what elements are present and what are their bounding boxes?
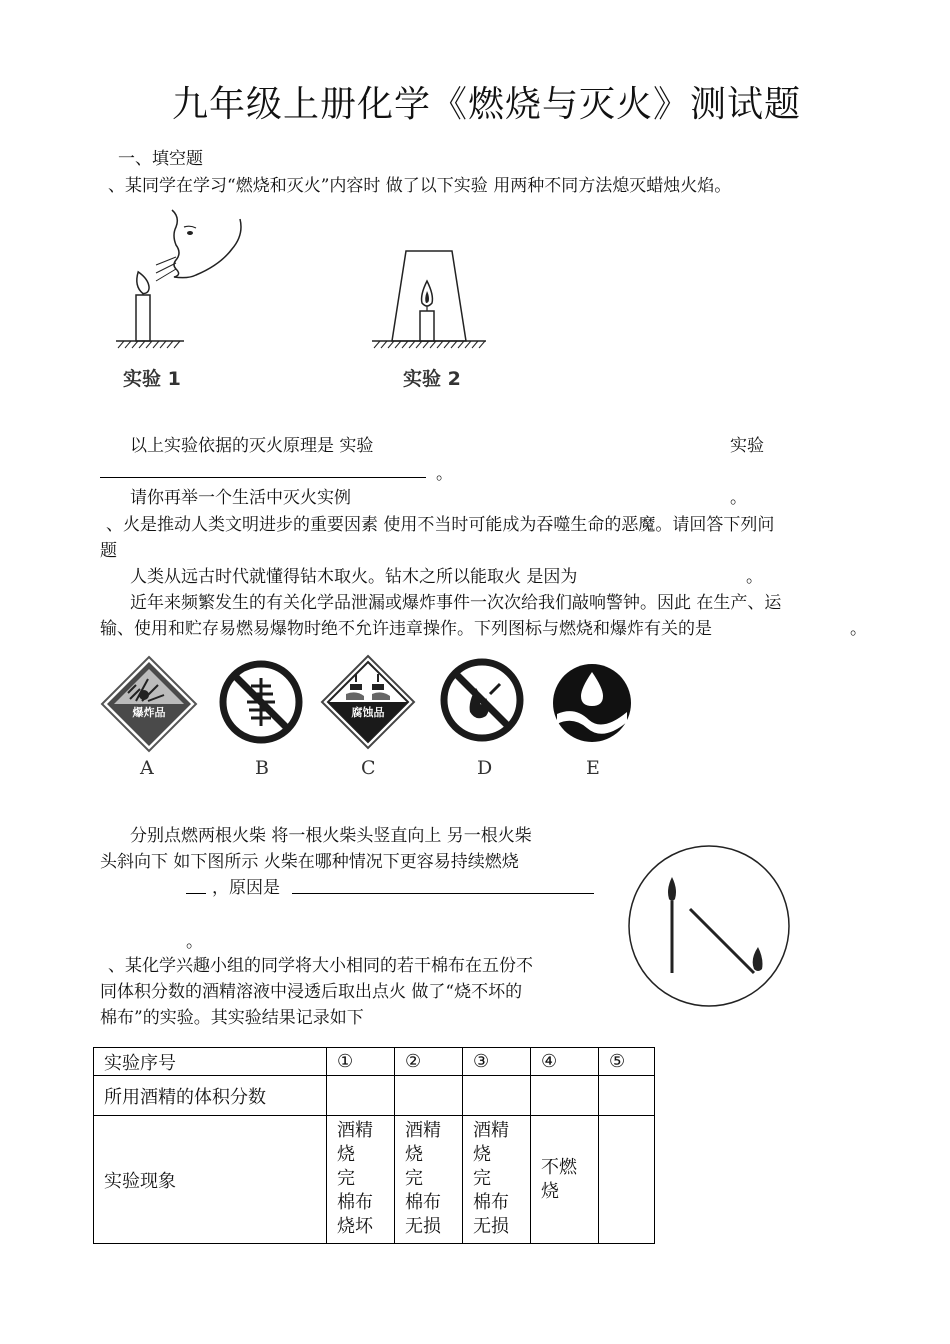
table-header-cell: 实验序号 [94,1048,327,1076]
q1-intro: 、某同学在学习“燃烧和灭火”内容时 做了以下实验 用两种不同方法熄灭蜡烛火焰。 [108,176,732,196]
q3-reason-prompt: ，原因是 [212,878,280,898]
experiment-2-figure [370,245,490,357]
q3-reason-blank[interactable] [292,893,594,894]
sign-letter-a: A [140,757,154,779]
q1-period: 。 [436,464,453,484]
q4-line1: 、某化学兴趣小组的同学将大小相同的若干棉布在五份不 [108,956,533,976]
explosive-sign-icon [100,655,198,753]
table-header-cell: ③ [463,1048,531,1076]
q2-p2-line1: 近年来频繁发生的有关化学品泄漏或爆炸事件一次次给我们敲响警钟。因此 在生产、运 [130,593,782,613]
experiment-1-figure [110,205,260,365]
q2-intro: 、火是推动人类文明进步的重要因素 使用不当时可能成为吞噬生命的恶魔。请回答下列问 [106,515,775,535]
q1-example-prompt: 请你再举一个生活中灭火实例 [130,488,351,508]
q2-p2-period: 。 [850,619,867,639]
q4-line2: 同体积分数的酒精溶液中浸透后取出点火 做了“烧不坏的 [100,982,523,1002]
experiment-2-label: 实验 2 [403,368,461,390]
q1-answer-blank[interactable] [100,477,426,478]
table-row [94,1076,655,1116]
sign-letter-e: E [586,757,600,779]
q3-answer-blank[interactable] [186,893,206,894]
corrosive-sign-icon [320,654,416,750]
q2-p1: 人类从远古时代就懂得钻木取火。钻木之所以能取火 是因为 [130,567,578,587]
table-row [94,1116,655,1244]
table-header-cell: ④ [531,1048,599,1076]
water-saving-sign-icon [551,662,633,744]
section-heading: 一、填空题 [118,149,203,169]
q1-example-period: 。 [730,488,747,508]
table-cell[interactable] [599,1116,655,1244]
table-cell[interactable] [531,1076,599,1116]
no-fireworks-sign-icon [219,660,303,744]
q1-principle-prompt: 以上实验依据的灭火原理是 实验 [130,436,374,456]
sign-letter-d: D [477,757,493,779]
q1-experiment-2-prompt: 实验 [730,436,764,456]
table-cell[interactable] [327,1076,395,1116]
explosive-sign-text: 爆炸品 [132,706,166,719]
table-header-row [94,1048,655,1076]
table-cell: 酒精 烧 完 棉布 无损 [395,1116,463,1244]
table-header-cell: ① [327,1048,395,1076]
sign-letter-b: B [255,757,269,779]
experiment-1-label: 实验 1 [123,368,181,390]
q4-line3: 棉布”的实验。其实验结果记录如下 [100,1008,364,1028]
q2-p1-period: 。 [746,567,763,587]
table-cell[interactable] [395,1076,463,1116]
table-cell[interactable] [463,1076,531,1116]
q3-period: 。 [186,932,203,952]
q2-p2-line2: 输、使用和贮存易燃易爆物时绝不允许违章操作。下列图标与燃烧和爆炸有关的是 [100,619,712,639]
sign-letter-c: C [361,757,376,779]
corrosive-sign-text: 腐蚀品 [351,706,385,719]
table-cell[interactable] [599,1076,655,1116]
table-row-label: 所用酒精的体积分数 [94,1076,327,1116]
table-header-cell: ⑤ [599,1048,655,1076]
table-row-label: 实验现象 [94,1116,327,1244]
q3-line1: 分别点燃两根火柴 将一根火柴头竖直向上 另一根火柴 [130,826,532,846]
results-table [93,1047,655,1244]
no-open-flame-sign-icon [440,658,524,742]
matches-figure [626,843,792,1009]
table-cell: 酒精 烧 完 棉布 烧坏 [327,1116,395,1244]
table-cell: 酒精 烧 完 棉布 无损 [463,1116,531,1244]
page-title: 九年级上册化学《燃烧与灭火》测试题 [172,84,802,125]
table-cell: 不燃 烧 [531,1116,599,1244]
table-header-cell: ② [395,1048,463,1076]
q3-line2: 头斜向下 如下图所示 火柴在哪种情况下更容易持续燃烧 [100,852,519,872]
q2-intro-cont: 题 [100,541,117,561]
